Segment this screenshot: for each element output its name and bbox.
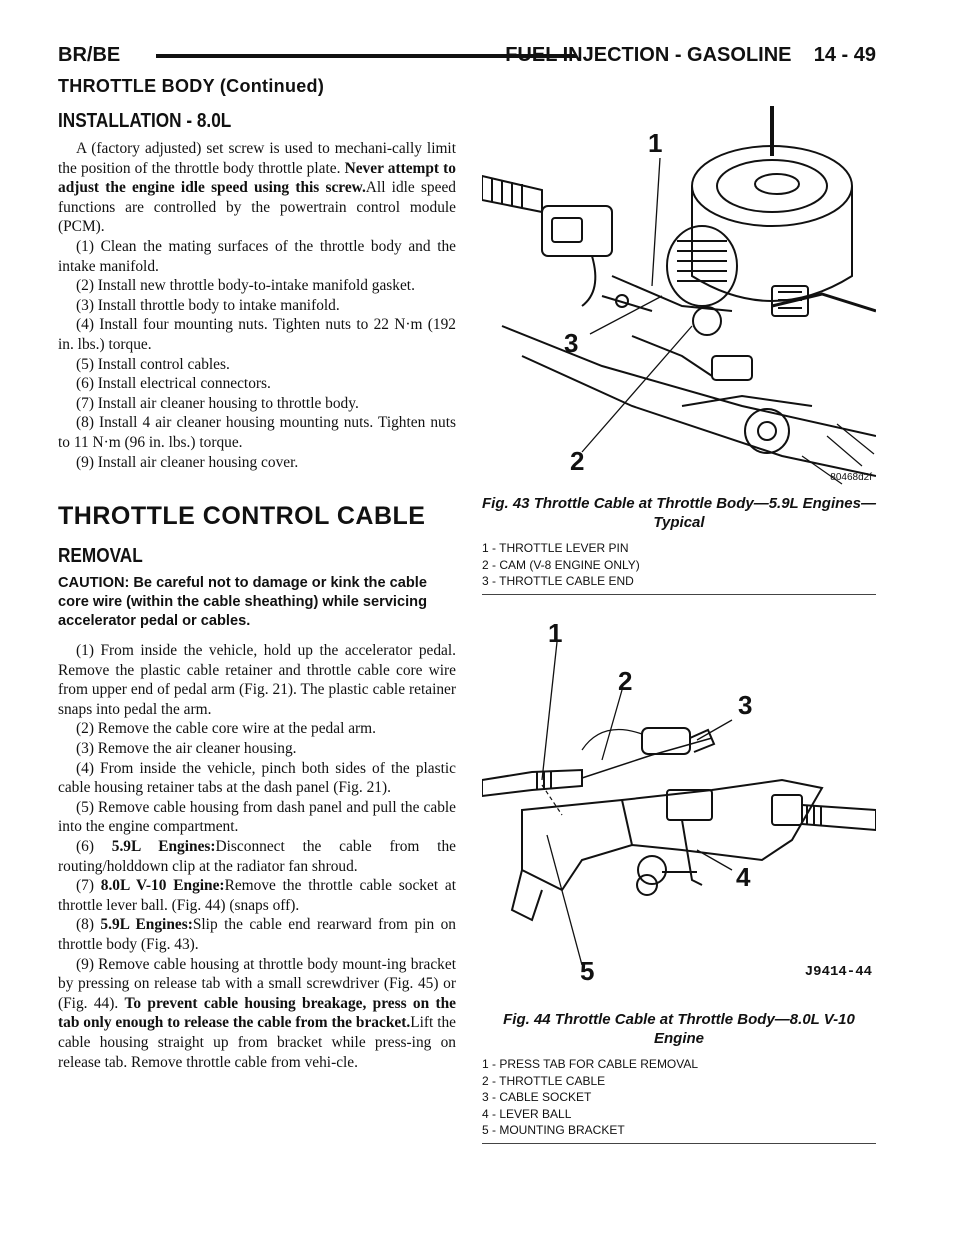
fig44-callout-2: 2	[618, 666, 633, 696]
install-step: (9) Install air cleaner housing cover.	[76, 453, 299, 471]
removal-step: (6) 5.9L Engines:Disconnect the cable from the routing/holddown clip at the radiator fan shroud.	[58, 838, 456, 875]
section-heading: THROTTLE CONTROL CABLE	[58, 502, 426, 531]
fig43-callout-1: 1	[648, 128, 663, 158]
header-right: FUEL INJECTION - GASOLINE 14 - 49	[505, 44, 876, 66]
page-header	[58, 44, 876, 70]
install-step: (5) Install control cables.	[76, 355, 230, 373]
fig43-rule	[482, 594, 876, 595]
fig43-caption: Fig. 43 Throttle Cable at Throttle Body—5.9L Engines—Typical	[482, 495, 876, 531]
header-left: BR/BE	[58, 44, 121, 66]
figure-43	[482, 106, 876, 595]
fig44-caption: Fig. 44 Throttle Cable at Throttle Body—8.0L V-10 Engine	[503, 1011, 855, 1047]
fig43-code: 80468d2f	[830, 472, 872, 483]
fig43-callout-2: 2	[570, 446, 585, 476]
text-column	[58, 110, 456, 1072]
removal-step: (9) Remove cable housing at throttle body mount-ing bracket by pressing on release tab with a small screwdriver (Fig. 45) or (Fig. 44). To prevent cable housing breakage, press on the tab only enough to release the cable from the bracket.Lift the cable housing straight up from bracket while press-ing on release tab. Remove throttle cable from vehi-cle.	[58, 955, 456, 1071]
legend-item: 1 - THROTTLE LEVER PIN	[482, 541, 629, 555]
fig43-illustration	[482, 106, 876, 486]
legend-item: 2 - THROTTLE CABLE	[482, 1073, 606, 1088]
legend-item: 1 - PRESS TAB FOR CABLE REMOVAL	[482, 1057, 699, 1071]
legend-item: 5 - MOUNTING BRACKET	[482, 1123, 625, 1138]
legend-item: 4 - LEVER BALL	[482, 1106, 572, 1121]
install-step: (3) Install throttle body to intake manifold.	[76, 296, 340, 314]
caution-note: CAUTION: Be careful not to damage or kink the cable core wire (within the cable sheathing) while servicing accelerator pedal or cables.	[58, 575, 427, 630]
continued-heading: THROTTLE BODY (Continued)	[58, 76, 325, 96]
installation-heading: INSTALLATION - 8.0L	[58, 110, 232, 132]
fig44-code: J9414-44	[804, 964, 872, 980]
figure-44	[482, 610, 876, 1144]
legend-item: 3 - THROTTLE CABLE END	[482, 574, 634, 589]
removal-step: (7) 8.0L V-10 Engine:Remove the throttle cable socket at throttle lever ball. (Fig. 44) (snaps off).	[58, 877, 457, 914]
removal-step: (5) Remove cable housing from dash panel and pull the cable into the engine compartment.	[58, 798, 456, 836]
install-step: (2) Install new throttle body-to-intake manifold gasket.	[76, 277, 415, 295]
removal-step: (2) Remove the cable core wire at the pedal arm.	[76, 720, 376, 738]
fig43-callout-3: 3	[564, 328, 579, 358]
fig44-callout-5: 5	[580, 956, 595, 986]
fig44-rule	[482, 1143, 876, 1144]
install-step: (4) Install four mounting nuts. Tighten nuts to 22 N·m (192 in. lbs.) torque.	[58, 316, 456, 353]
legend-item: 2 - CAM (V-8 ENGINE ONLY)	[482, 557, 640, 572]
install-step: (6) Install electrical connectors.	[76, 375, 271, 393]
install-step: (1) Clean the mating surfaces of the throttle body and the intake manifold.	[58, 237, 456, 275]
removal-step: (3) Remove the air cleaner housing.	[76, 740, 297, 758]
install-intro: A (factory adjusted) set screw is used to mechani-cally limit the position of the throttle body throttle plate. Never attempt to adjust the engine idle speed using this screw.All idle speed functions are controlled by the powertrain control module (PCM).	[58, 140, 457, 236]
fig44-illustration	[482, 610, 876, 1010]
install-step: (7) Install air cleaner housing to throttle body.	[76, 394, 359, 412]
removal-step: (4) From inside the vehicle, pinch both sides of the plastic cable housing retainer tabs at the dash panel (Fig. 21).	[58, 759, 456, 797]
fig44-callout-1: 1	[548, 618, 563, 648]
removal-heading: REMOVAL	[58, 545, 143, 568]
legend-item: 3 - CABLE SOCKET	[482, 1090, 592, 1105]
fig43-legend	[482, 540, 876, 590]
fig44-callout-3: 3	[738, 690, 753, 720]
fig44-legend	[482, 1056, 876, 1139]
install-step: (8) Install 4 air cleaner housing mounting nuts. Tighten nuts to 11 N·m (96 in. lbs.) torque.	[58, 414, 456, 451]
removal-step: (8) 5.9L Engines:Slip the cable end rearward from pin on throttle body (Fig. 43).	[58, 916, 456, 953]
fig44-callout-4: 4	[736, 862, 751, 892]
removal-step: (1) From inside the vehicle, hold up the accelerator pedal. Remove the plastic cable retainer and throttle cable core wire from upper end of pedal arm (Fig. 21). The plastic cable retainer snaps into pedal the arm.	[58, 642, 456, 718]
